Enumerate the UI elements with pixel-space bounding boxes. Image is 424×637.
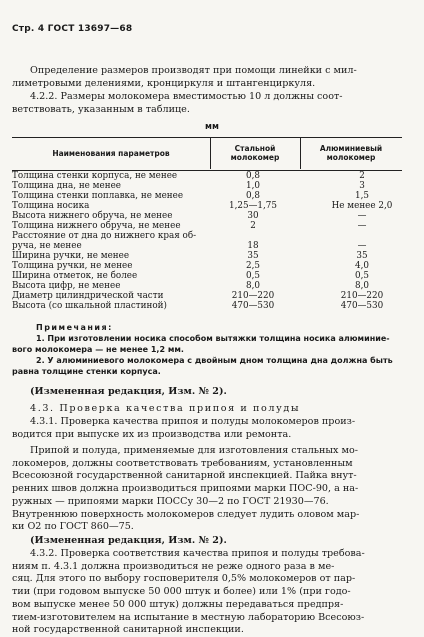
table-row (12, 191, 412, 201)
table-row (12, 211, 412, 221)
row-parameter-name: Толщина дна, не менее (12, 181, 122, 191)
intro-line: лиметровыми делениями, кронциркуля и штангенциркуля. (12, 78, 316, 89)
row-steel-value: 0,8 (246, 171, 260, 181)
column-header-steel-line: Стальной (234, 144, 276, 153)
row-parameter-name: Высота цифр, не менее (12, 281, 121, 291)
row-alu-value: 3 (359, 181, 365, 191)
column-header-name: Наименования параметров (52, 149, 170, 158)
row-parameter-name: руча, не менее (12, 241, 82, 251)
table-row (12, 281, 412, 291)
body-line: Всесоюзной государственной санитарной инспекцией. Пайка внут- (12, 470, 357, 481)
table-row (12, 291, 412, 301)
body-line: ной государственной санитарной инспекции. (12, 624, 244, 635)
row-parameter-name: Толщина нижнего обруча, не менее (12, 221, 181, 231)
row-parameter-name: Ширина ручки, не менее (12, 251, 130, 261)
notes-title: Примечания: (36, 323, 113, 332)
column-header-alu-line: молокомер (326, 153, 376, 162)
body-line: Внутреннюю поверхность молокомеров следует лудить оловом мар- (12, 509, 360, 520)
section-heading: 4.3. Проверка качества припоя и полуды (30, 403, 301, 414)
body-line: 4.3.1. Проверка качества припоя и полуды молокомеров произ- (30, 416, 356, 427)
column-header-alu (300, 144, 402, 162)
page-header: Стр. 4 ГОСТ 13697—68 (12, 24, 133, 34)
intro-line: 4.2.2. Размеры молокомера вместимостью 10 л должны соот- (30, 91, 343, 102)
note-line: равна толщине стенки корпуса. (12, 367, 161, 376)
row-alu-value: 1,5 (355, 191, 369, 201)
body-line: сяц. Для этого по выбору госповерителя 0,5% молокомеров от пар- (12, 573, 356, 584)
table-row (12, 181, 412, 191)
intro-line: ветствовать, указанным в таблице. (12, 104, 190, 115)
row-alu-value: 210—220 (340, 291, 384, 301)
body-line: тии (при годовом выпуске 50 000 штук и более) или 1% (при годо- (12, 586, 351, 597)
row-alu-value: 0,5 (355, 271, 369, 281)
body-line: ружных — припоями марки ПОССу 30—2 по ГОСТ 21930—76. (12, 496, 329, 507)
note-line: вого молокомера — не менее 1,2 мм. (12, 345, 184, 354)
table-row (12, 261, 412, 271)
row-alu-value: — (357, 211, 367, 221)
row-parameter-name: Толщина ручки, не менее (12, 261, 133, 271)
table-row (12, 221, 412, 231)
column-header-alu-line: Алюминиевый (319, 144, 383, 153)
row-parameter-name: Высота нижнего обруча, не менее (12, 211, 173, 221)
note-line: 1. При изготовлении носика способом вытяжки толщина носика алюминие- (36, 334, 390, 343)
body-line: Припой и полуда, применяемые для изготовления стальных мо- (30, 445, 358, 456)
table-row (12, 241, 412, 251)
row-steel-value: 35 (247, 251, 259, 261)
row-alu-value: 2 (359, 171, 365, 181)
row-alu-value: Не менее 2,0 (331, 201, 393, 211)
row-parameter-name: Толщина стенки корпуса, не менее (12, 171, 178, 181)
row-steel-value: 8,0 (246, 281, 260, 291)
body-line: ренних швов должна производиться припоями марки ПОС-90, а на- (12, 483, 359, 494)
row-steel-value: 18 (247, 241, 259, 251)
row-parameter-name: Диаметр цилиндрической части (12, 291, 164, 301)
body-line: 4.3.2. Проверка соответствия качества припоя и полуды требова- (30, 548, 365, 559)
amendment-note: (Измененная редакция, Изм. № 2). (30, 535, 227, 546)
intro-line: Определение размеров производят при помощи линейки с мил- (30, 65, 357, 76)
column-header-steel-line: молокомер (230, 153, 280, 162)
table-row (12, 301, 412, 311)
row-steel-value: 1,25—1,75 (229, 201, 277, 211)
table-row (12, 171, 412, 181)
row-steel-value: 470—530 (231, 301, 275, 311)
table-units: мм (205, 122, 219, 132)
table-row (12, 251, 412, 261)
row-steel-value: 1,0 (246, 181, 260, 191)
row-steel-value: 2,5 (246, 261, 260, 271)
row-alu-value: 8,0 (355, 281, 369, 291)
amendment-note: (Измененная редакция, Изм. № 2). (30, 386, 227, 397)
row-steel-value: 0,8 (246, 191, 260, 201)
column-header-steel (210, 144, 300, 162)
row-steel-value: 210—220 (231, 291, 275, 301)
row-steel-value: 2 (250, 221, 256, 231)
row-steel-value: 30 (247, 211, 259, 221)
body-line: тием-изготовителем на испытание в местную лабораторию Всесоюз- (12, 612, 365, 623)
table-row (12, 231, 412, 241)
row-parameter-name: Высота (со шкальной пластиной) (12, 301, 167, 311)
body-line: ки О2 по ГОСТ 860—75. (12, 521, 134, 532)
table-row (12, 271, 412, 281)
table-row (12, 201, 412, 211)
row-steel-value: 0,5 (246, 271, 260, 281)
row-alu-value: 35 (356, 251, 368, 261)
body-line: вом выпуске менее 50 000 штук) должны передаваться предпря- (12, 599, 344, 610)
row-alu-value: 4,0 (355, 261, 369, 271)
row-parameter-name: Ширина отметок, не более (12, 271, 138, 281)
row-alu-value: — (357, 221, 367, 231)
note-line: 2. У алюминиевого молокомера с двойным дном толщина дна должна быть (36, 356, 393, 365)
row-parameter-name: Толщина носика (12, 201, 90, 211)
row-alu-value: — (357, 241, 367, 251)
row-parameter-name: Расстояние от дна до нижнего края об- (12, 231, 197, 241)
body-line: локомеров, должны соответствовать требованиям, установленным (12, 458, 353, 469)
row-parameter-name: Толщина стенки поплавка, не менее (12, 191, 184, 201)
body-line: водится при выпуске их из производства или ремонта. (12, 429, 292, 440)
body-line: ниям п. 4.3.1 должна производиться не реже одного раза в ме- (12, 561, 335, 572)
row-alu-value: 470—530 (340, 301, 384, 311)
